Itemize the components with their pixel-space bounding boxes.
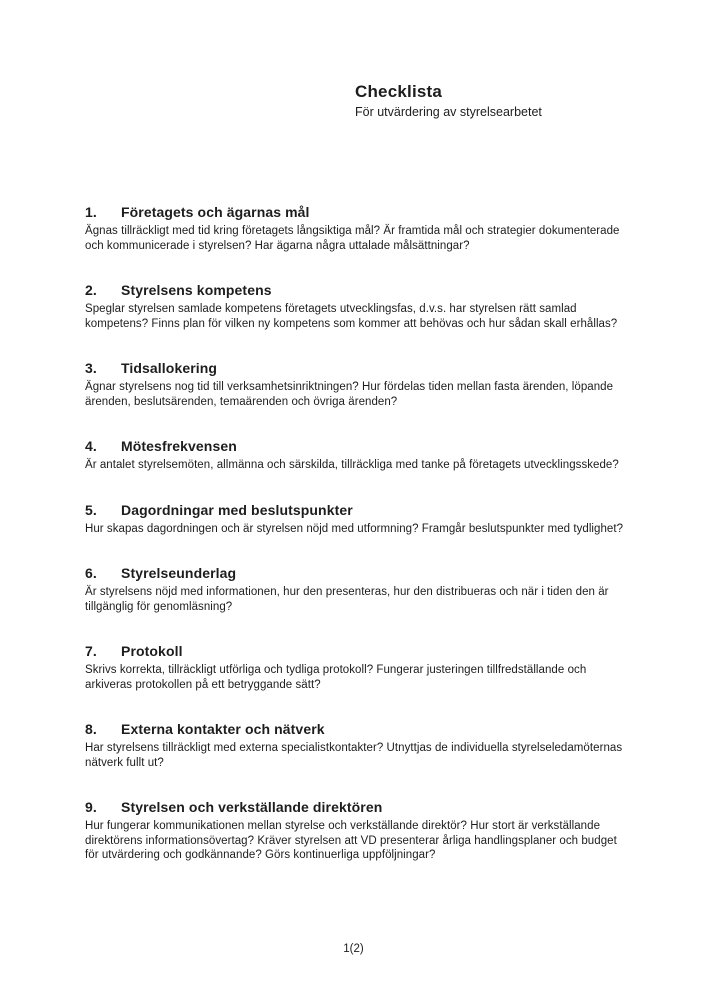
section-title: Externa kontakter och nätverk — [121, 721, 325, 737]
section-heading — [85, 204, 628, 221]
section-title: Mötesfrekvensen — [121, 438, 237, 454]
section-body: Hur fungerar kommunikationen mellan styrelse och verkställande direktör? Hur stort är verkställande direktörens informationsövertag? Kräver styrelsen att VD presenterar årliga handlingsplaner och budget för utvärdering och godkännande? Görs kontinuerliga uppföljningar? — [85, 820, 617, 861]
section-title: Styrelsens kompetens — [121, 282, 272, 298]
section-number: 3. — [85, 360, 97, 376]
section-1 — [85, 204, 628, 253]
section-7 — [85, 643, 628, 692]
section-number: 2. — [85, 282, 97, 298]
section-4 — [85, 438, 628, 473]
section-6 — [85, 565, 628, 614]
section-heading — [85, 282, 628, 299]
section-3 — [85, 360, 628, 409]
section-title: Styrelseunderlag — [121, 565, 237, 581]
document-header — [355, 82, 655, 120]
section-body: Har styrelsens tillräckligt med externa specialistkontakter? Utnyttjas de individuella styrelseledamöternas nätverk fullt ut? — [85, 742, 623, 769]
section-body: Ägnar styrelsens nog tid till verksamhetsinriktningen? Hur fördelas tiden mellan fasta ärenden, löpande ärenden, beslutsärenden, temaärenden och övriga ärenden? — [85, 381, 614, 408]
section-number: 1. — [85, 204, 97, 220]
section-heading — [85, 502, 628, 519]
section-body: Ägnas tillräckligt med tid kring företagets långsiktiga mål? Är framtida mål och strategier dokumenterade och kommunicerade i styrelsen? Har ägarna några uttalade målsättningar? — [85, 225, 620, 252]
section-body: Speglar styrelsen samlade kompetens företagets utvecklingsfas, d.v.s. har styrelsen rätt samlad kompetens? Finns plan för vilken ny kompetens som kommer att behövas och hur sådan skall erhållas? — [85, 303, 618, 330]
section-body: Skrivs korrekta, tillräckligt utförliga och tydliga protokoll? Fungerar justeringen tillfredställande och arkiveras protokollen på ett betryggande sätt? — [85, 664, 587, 691]
section-number: 6. — [85, 565, 97, 581]
section-title: Företagets och ägarnas mål — [121, 204, 310, 220]
section-heading — [85, 438, 628, 455]
section-number: 8. — [85, 721, 97, 737]
document-subtitle: För utvärdering av styrelsearbetet — [355, 105, 542, 119]
section-title: Styrelsen och verkställande direktören — [121, 799, 383, 815]
section-title: Tidsallokering — [121, 360, 218, 376]
section-body: Är antalet styrelsemöten, allmänna och särskilda, tillräckliga med tanke på företagets utvecklingsskede? — [85, 459, 619, 471]
section-number: 4. — [85, 438, 97, 454]
section-heading — [85, 799, 628, 816]
section-title: Protokoll — [121, 643, 183, 659]
section-heading — [85, 721, 628, 738]
section-8 — [85, 721, 628, 770]
section-number: 7. — [85, 643, 97, 659]
section-heading — [85, 360, 628, 377]
page-number: 1(2) — [343, 943, 364, 955]
section-9 — [85, 799, 628, 863]
section-5 — [85, 502, 628, 537]
section-heading — [85, 643, 628, 660]
section-title: Dagordningar med beslutspunkter — [121, 501, 353, 518]
section-number: 5. — [85, 501, 97, 518]
document-title: Checklista — [355, 82, 443, 101]
section-list — [85, 204, 628, 892]
section-body: Hur skapas dagordningen och är styrelsen nöjd med utformning? Framgår beslutspunkter med tydlighet? — [85, 522, 624, 535]
section-body: Är styrelsens nöjd med informationen, hur den presenteras, hur den distribueras och när i tiden den är tillgänglig för genomläsning? — [85, 586, 609, 613]
section-2 — [85, 282, 628, 331]
section-number: 9. — [85, 799, 97, 815]
section-heading — [85, 565, 628, 582]
